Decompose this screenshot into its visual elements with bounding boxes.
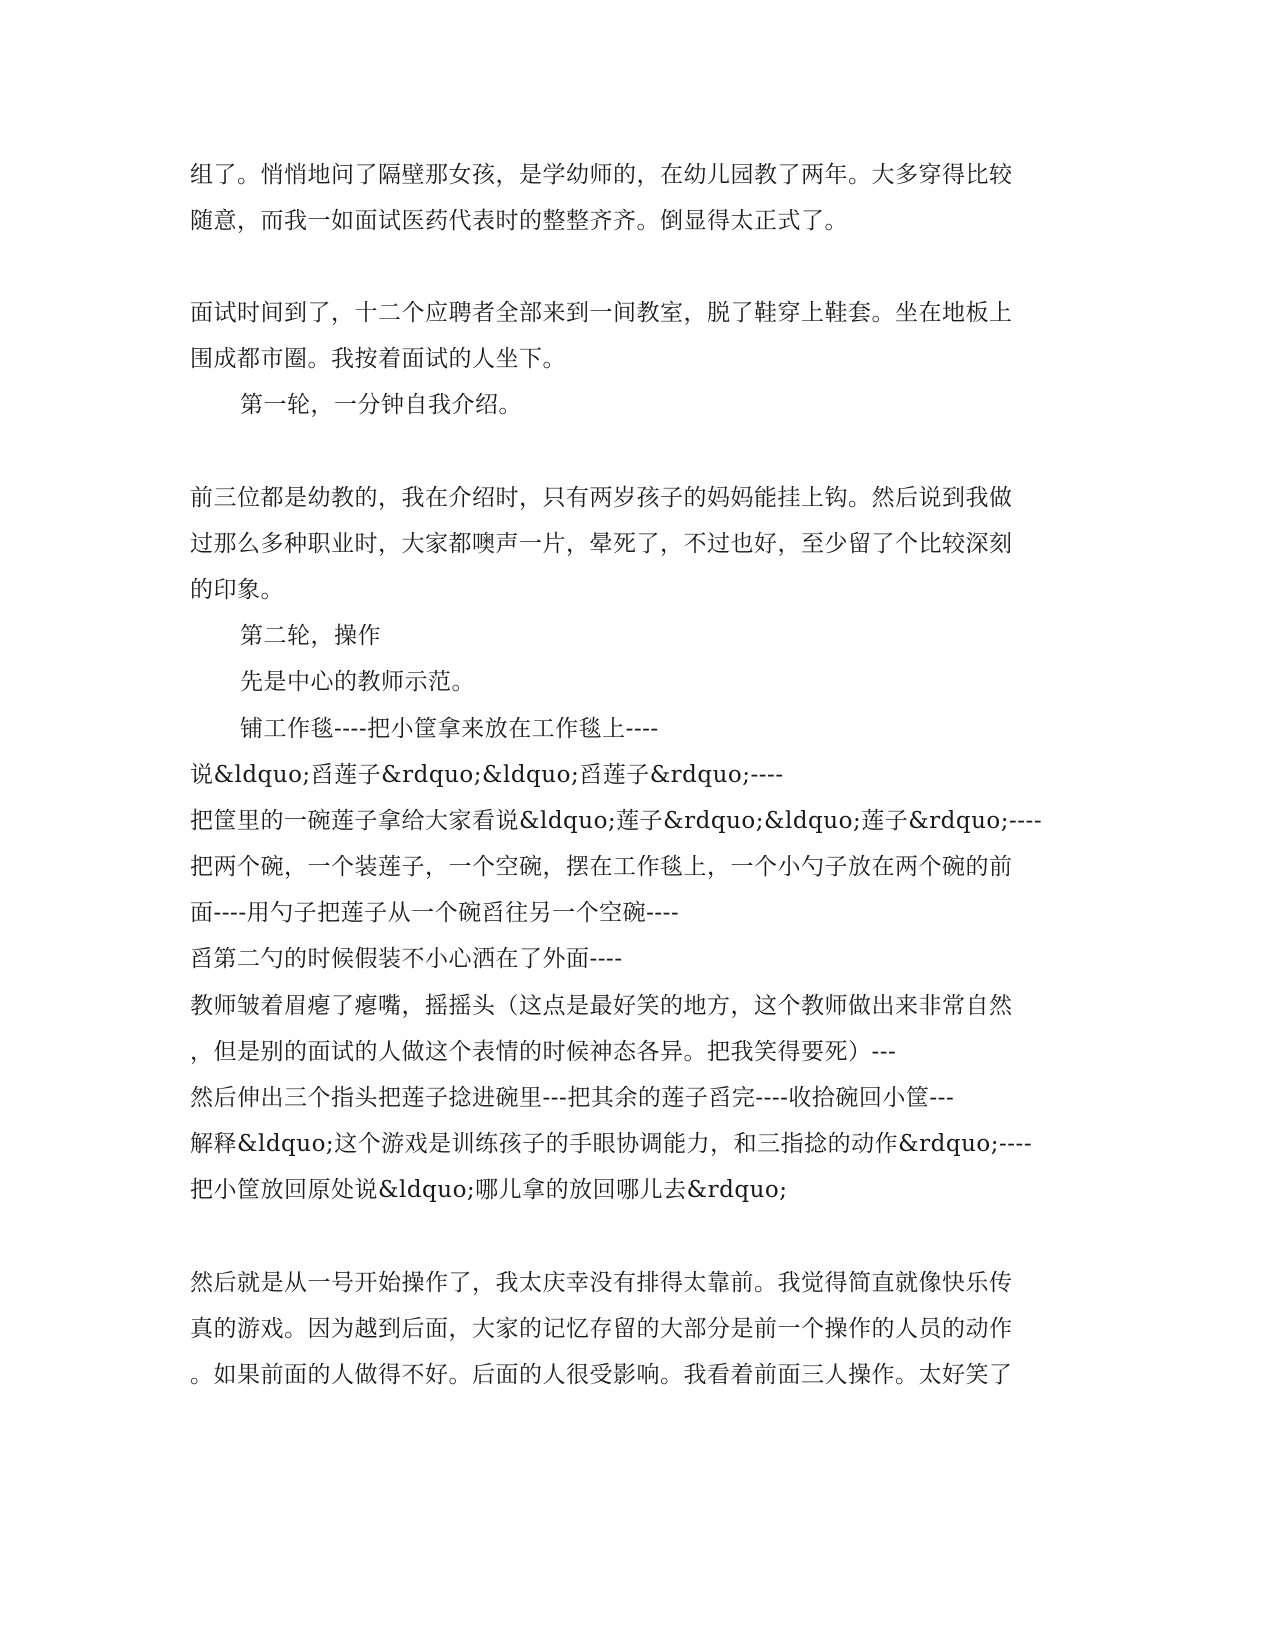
text-line: 过那么多种职业时，大家都噢声一片，晕死了，不过也好，至少留了个比较深刻: [190, 531, 1013, 557]
text-line: 舀第二勺的时候假装不小心洒在了外面----: [190, 946, 623, 972]
text-line: 把筐里的一碗莲子拿给大家看说&ldquo;莲子&rdquo;&ldquo;莲子&rdquo;----: [190, 808, 1043, 834]
text-line: 然后伸出三个指头把莲子捻进碗里---把其余的莲子舀完----收拾碗回小筐---: [190, 1085, 955, 1111]
text-line: 前三位都是幼教的，我在介绍时，只有两岁孩子的妈妈能挂上钩。然后说到我做: [190, 485, 1013, 511]
text-line: 的印象。: [190, 577, 284, 603]
section-heading: 第一轮，一分钟自我介绍。: [240, 392, 522, 418]
text-line: 面试时间到了，十二个应聘者全部来到一间教室，脱了鞋穿上鞋套。坐在地板上: [190, 300, 1013, 326]
text-line: 真的游戏。因为越到后面，大家的记忆存留的大部分是前一个操作的人员的动作: [190, 1316, 1013, 1342]
text-line: 然后就是从一号开始操作了，我太庆幸没有排得太靠前。我觉得简直就像快乐传: [190, 1270, 1013, 1296]
text-line: 把小筐放回原处说&ldquo;哪儿拿的放回哪儿去&rdquo;: [190, 1177, 788, 1203]
text-line: 先是中心的教师示范。: [240, 669, 475, 695]
text-line: 说&ldquo;舀莲子&rdquo;&ldquo;舀莲子&rdquo;----: [190, 762, 784, 788]
text-line: 围成都市圈。我按着面试的人坐下。: [190, 346, 566, 372]
text-line: 随意，而我一如面试医药代表时的整整齐齐。倒显得太正式了。: [190, 208, 848, 234]
section-heading: 第二轮，操作: [240, 623, 381, 649]
text-line: 教师皱着眉瘪了瘪嘴，摇摇头（这点是最好笑的地方，这个教师做出来非常自然: [190, 993, 1013, 1019]
text-line: ，但是别的面试的人做这个表情的时候神态各异。把我笑得要死）---: [190, 1039, 897, 1065]
text-line: 铺工作毯----把小筐拿来放在工作毯上----: [240, 716, 659, 742]
text-line: 解释&ldquo;这个游戏是训练孩子的手眼协调能力，和三指捻的动作&rdquo;----: [190, 1131, 1033, 1157]
text-line: 组了。悄悄地问了隔壁那女孩，是学幼师的，在幼儿园教了两年。大多穿得比较: [190, 162, 1013, 188]
text-line: 把两个碗，一个装莲子，一个空碗，摆在工作毯上，一个小勺子放在两个碗的前: [190, 854, 1013, 880]
text-line: 面----用勺子把莲子从一个碗舀往另一个空碗----: [190, 900, 680, 926]
text-line: 。如果前面的人做得不好。后面的人很受影响。我看着前面三人操作。太好笑了: [190, 1362, 1013, 1388]
